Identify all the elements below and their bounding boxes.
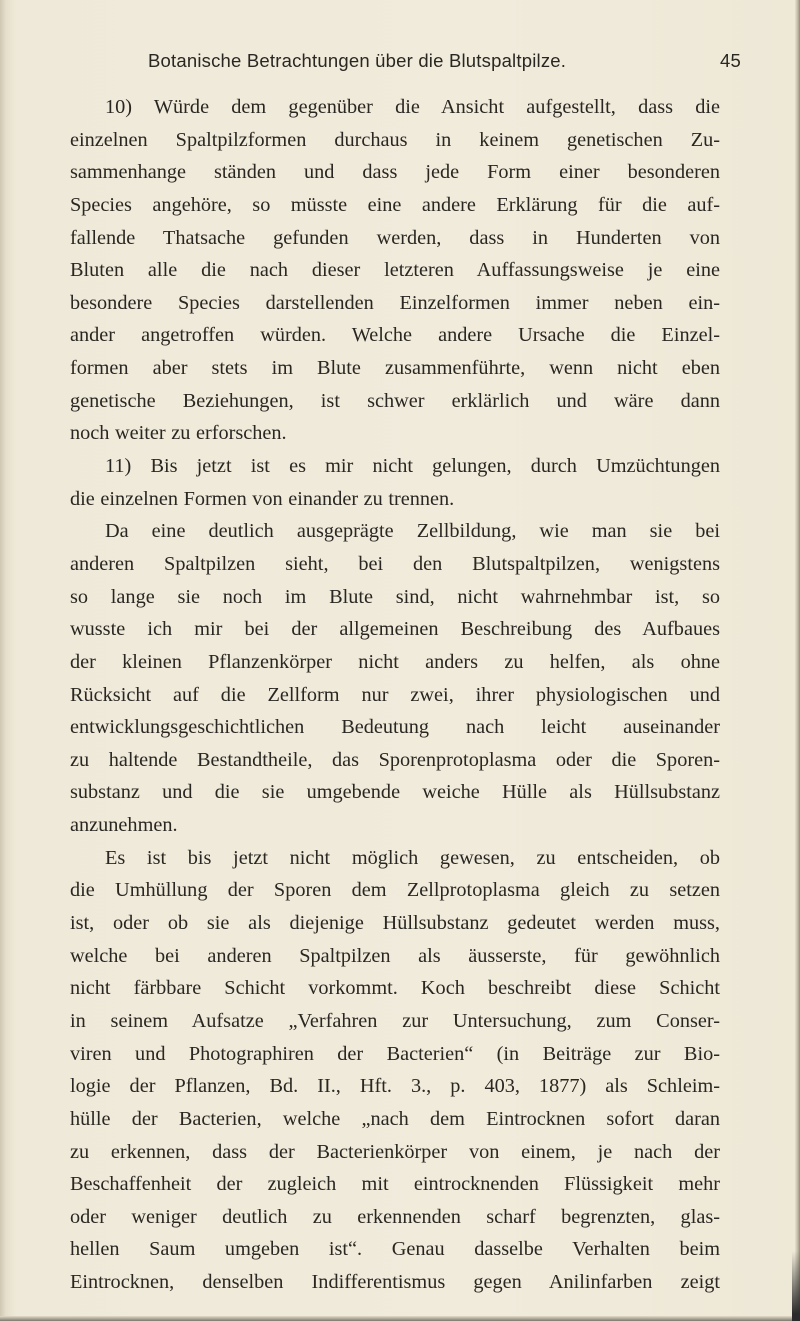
text-line: logie der Pflanzen, Bd. II., Hft. 3., p. 403, 1877) als Schleim- — [70, 1075, 720, 1098]
text-line: formen aber stets im Blute zusammenführte, wenn nicht eben — [70, 357, 720, 380]
text-line: Es ist bis jetzt nicht möglich gewesen, zu entscheiden, ob — [105, 846, 720, 869]
text-line: sammenhange ständen und dass jede Form einer besonderen — [70, 161, 720, 184]
text-line: genetische Beziehungen, ist schwer erklärlich und wäre dann — [70, 389, 720, 412]
scan-corner-shadow — [792, 1251, 800, 1321]
text-line: in seinem Aufsatze „Verfahren zur Untersuchung, zum Conser- — [70, 1009, 720, 1032]
text-line: ist, oder ob sie als diejenige Hüllsubstanz gedeutet werden muss, — [70, 912, 720, 935]
text-line: Da eine deutlich ausgeprägte Zellbildung, wie man sie bei — [105, 520, 720, 543]
text-line: substanz und die sie umgebende weiche Hülle als Hüllsubstanz — [70, 781, 720, 804]
page-edge-bottom — [0, 1316, 800, 1321]
text-line: Beschaffenheit der zugleich mit eintrocknenden Flüssigkeit mehr — [70, 1173, 720, 1196]
text-line: die Umhüllung der Sporen dem Zellprotoplasma gleich zu setzen — [70, 879, 720, 902]
body-text — [70, 91, 720, 1299]
text-line: entwicklungsgeschichtlichen Bedeutung nach leicht auseinander — [70, 716, 720, 739]
text-line: zu haltende Bestandtheile, das Sporenprotoplasma oder die Sporen- — [70, 748, 720, 771]
text-line: der kleinen Pflanzenkörper nicht anders zu helfen, als ohne — [70, 650, 720, 673]
text-line: zu erkennen, dass der Bacterienkörper von einem, je nach der — [70, 1140, 720, 1163]
text-line: oder weniger deutlich zu erkennenden scharf begrenzten, glas- — [70, 1205, 720, 1228]
text-line: anderen Spaltpilzen sieht, bei den Blutspaltpilzen, wenigstens — [70, 552, 720, 575]
running-header-title: Botanische Betrachtungen über die Blutspaltpilze. — [148, 50, 567, 71]
page-edge-right — [795, 0, 800, 1321]
text-line: fallende Thatsache gefunden werden, dass in Hunderten von — [70, 226, 720, 249]
text-line: einzelnen Spaltpilzformen durchaus in keinem genetischen Zu- — [70, 128, 720, 151]
text-line: ander angetroffen würden. Welche andere Ursache die Einzel- — [70, 324, 720, 347]
text-line: besondere Species darstellenden Einzelformen immer neben ein- — [70, 291, 720, 314]
text-line: 10) Würde dem gegenüber die Ansicht aufgestellt, dass die — [105, 96, 720, 118]
text-line: Rücksicht auf die Zellform nur zwei, ihrer physiologischen und — [70, 683, 720, 706]
page-number: 45 — [720, 50, 741, 71]
running-header — [113, 50, 741, 80]
text-line: Bluten alle die nach dieser letzteren Auffassungsweise je eine — [70, 259, 720, 282]
text-line: noch weiter zu erforschen. — [70, 422, 287, 445]
text-line: Eintrocknen, denselben Indifferentismus gegen Anilinfarben zeigt — [70, 1271, 720, 1294]
text-line: so lange sie noch im Blute sind, nicht wahrnehmbar ist, so — [70, 585, 720, 608]
text-line: hülle der Bacterien, welche „nach dem Eintrocknen sofort daran — [70, 1107, 720, 1130]
text-line: Species angehöre, so müsste eine andere Erklärung für die auf- — [70, 193, 720, 216]
text-line: wusste ich mir bei der allgemeinen Beschreibung des Aufbaues — [70, 618, 720, 641]
text-line: nicht färbbare Schicht vorkommt. Koch beschreibt diese Schicht — [70, 977, 720, 1000]
text-line: die einzelnen Formen von einander zu trennen. — [70, 487, 455, 510]
text-line: 11) Bis jetzt ist es mir nicht gelungen, durch Umzüchtungen — [105, 455, 720, 478]
text-line: anzunehmen. — [70, 814, 178, 837]
text-line: hellen Saum umgeben ist“. Genau dasselbe Verhalten beim — [70, 1238, 720, 1261]
text-line: welche bei anderen Spaltpilzen als äusserste, für gewöhnlich — [70, 944, 720, 967]
text-line: viren und Photographiren der Bacterien“ (in Beiträge zur Bio- — [70, 1042, 720, 1065]
